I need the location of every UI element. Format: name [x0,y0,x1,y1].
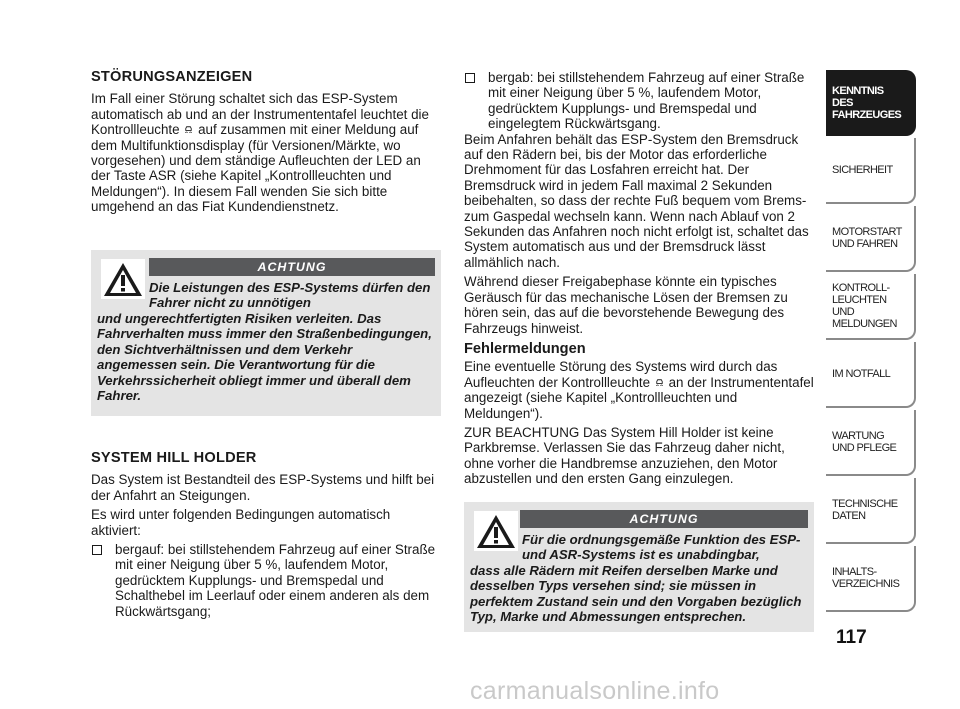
heading-system-hill-holder: SYSTEM HILL HOLDER [91,450,257,466]
list-item-bergauf [91,542,441,619]
paragraph-freigabephase: Während dieser Freigabephase könnte ein typisches Geräusch für das mechanische Lösen der Bremsen zu hören sein, das auf die bevorstehende Bewegung des Fahrzeugs hinweist. [464,274,788,336]
tab-technische-daten[interactable] [826,478,916,544]
list-item-bergab [464,70,814,132]
tab-inhaltsverzeichnis[interactable] [826,546,916,612]
paragraph-activation-conditions: Es wird unter folgenden Bedingungen automatisch aktiviert: [91,507,391,538]
warning-lead-text: Die Leistungen des ESP-Systems dürfen den Fahrer nicht zu unnötigen [149,280,431,311]
tab-label: KONTROLL- LEUCHTEN UND MELDUNGEN [832,282,897,330]
paragraph-fehler-part1: Eine eventuelle Störung des Systems wird durch das Aufleuchten der Kontrollleuchte [464,359,778,390]
tab-motorstart-und-fahren[interactable] [826,206,916,272]
heading-stoerungsanzeigen: STÖRUNGSANZEIGEN [91,69,253,85]
watermark-text: carmanualsonline.info [470,677,720,705]
tab-label: INHALTS- VERZEICHNIS [832,566,900,590]
paragraph-stoerung-part2: auf zusammen mit einer Meldung auf dem Multifunktionsdisplay (für Versionen/Märkte, wo vorgesehen) und dem ständige Aufleuchten der LED an der Taste ASR (siehe Kapitel „Kontrollleuchten und Meldungen“). In diesem Fall wenden Sie sich bitte umgehend an das Fiat Kundendienstnetz. [91,122,421,215]
warning-triangle-icon [474,511,518,551]
tab-sicherheit[interactable] [826,138,916,204]
warning-body-text: dass alle Rädern mit Reifen derselben Marke und desselben Typs versehen sind; sie müssen in perfektem Zustand sein und den Vorgaben bezüglich Typ, Marke und Abmessungen entsprechen. [470,563,802,625]
chapter-tab-sidebar [826,70,916,614]
tab-label: SICHERHEIT [832,164,893,176]
warning-header: ACHTUNG [520,510,808,528]
tab-label: MOTORSTART UND FAHREN [832,226,902,250]
warning-body-text: und ungerechtfertigten Risiken verleiten. Das Fahrverhalten muss immer den Straßenbedingungen, den Sichtverhältnissen und dem Verkehr angemessen sein. Die Verantwortung für die Verkehrssicherheit obliegt immer und überall dem Fahrer. [97,311,432,404]
warning-lead-text: Für die ordnungsgemäße Funktion des ESP- und ASR-Systems ist es unabdingbar, [522,532,801,563]
right-column [464,70,814,491]
list-item-text: bergab: bei stillstehendem Fahrzeug auf einer Straße mit einer Neigung über 5 %, laufendem Motor, gedrücktem Kupplungs- und Bremspedal und eingelegtem Rückwärtsgang. [488,70,805,132]
tab-kontrollleuchten[interactable] [826,274,916,340]
tab-label: TECHNISCHE DATEN [832,498,898,522]
tab-kenntnis-des-fahrzeuges[interactable] [826,70,916,136]
checkbox-bullet-icon [92,545,102,555]
left-column [91,70,441,219]
warning-box-esp [91,250,441,416]
hill-holder-section [91,451,441,619]
heading-fehlermeldungen: Fehlermeldungen [464,340,586,357]
list-item-text: bergauf: bei stillstehendem Fahrzeug auf einer Straße mit einer Neigung über 5 %, laufendem Motor, gedrücktem Kupplungs- und Bremspedal und Schalthebel im Leerlauf oder einem anderen als dem Rückwärtsgang; [115,542,436,619]
tab-label: KENNTNIS DES FAHRZEUGES [832,85,902,121]
paragraph-fehlermeldungen [464,359,814,421]
conditions-list [91,542,441,619]
esp-skid-car-icon [183,124,194,135]
tab-im-notfall[interactable] [826,342,916,408]
conditions-list-continued [464,70,814,132]
paragraph-zur-beachtung: ZUR BEACHTUNG Das System Hill Holder ist keine Parkbremse. Verlassen Sie das Fahrzeug daher nicht, ohne vorher die Handbremse anzuziehen, den Motor abzustellen und den ersten Gang einzulegen. [464,424,785,487]
checkbox-bullet-icon [465,73,475,83]
tab-wartung-und-pflege[interactable] [826,410,916,476]
page-number: 117 [836,627,867,648]
paragraph-hill-holder-intro: Das System ist Bestandteil des ESP-Systems und hilft bei der Anfahrt an Steigungen. [91,472,435,503]
warning-triangle-icon [101,259,145,299]
paragraph-stoerung-part1: Im Fall einer Störung schaltet sich das ESP-System automatisch ab und an der Instrumententafel leuchtet die Kontrollleuchte [91,91,429,138]
tab-label: WARTUNG UND PFLEGE [832,430,897,454]
paragraph-stoerung [91,91,441,214]
warning-header: ACHTUNG [149,258,435,276]
esp-skid-car-icon [654,377,665,388]
paragraph-fehler-part2: an der Instrumententafel angezeigt (siehe Kapitel „Kontrollleuchten und Meldungen“). [464,374,814,421]
tab-label: IM NOTFALL [832,368,891,380]
warning-box-tyres [464,502,814,632]
paragraph-bremsdruck: Beim Anfahren behält das ESP-System den Bremsdruck auf den Rädern bei, bis der Motor das erforderliche Drehmoment für das Losfahren erreicht hat. Der Bremsdruck wird in jedem Fall maximal 2 Sekunden beibehalten, so dass der rechte Fuß bequem vom Brems- zum Gaspedal wechseln kann. Wenn nach Ablauf von 2 Sekunden das Anfahren noch nicht erfolgt ist, schaltet das System automatisch aus und der Bremsdruck lässt allmählich nach. [464,131,809,270]
